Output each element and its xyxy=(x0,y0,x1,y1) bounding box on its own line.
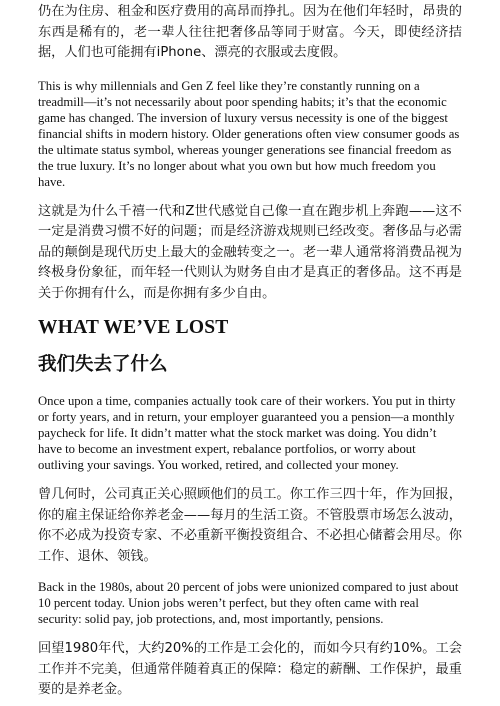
paragraph-zh-2: 这就是为什么千禧一代和Z世代感觉自己像一直在跑步机上奔跑——这不一定是消费习惯不好的问题；而是经济游戏规则已经改变。奢侈品与必需品的颠倒是现代历史上最大的金融转变之一。老一辈人通常将消费品视为终极身份象征，而年轻一代则认为财务自由才是真正的奢侈品。这不再是关于你拥有什么，而是你拥有多少自由。 xyxy=(38,203,462,301)
paragraph-en-1: This is why millennials and Gen Z feel like they’re constantly running on a treadmill—it’s not necessarily about poor spending habits; it’s that the economic game has changed. The inversion of luxury versus necessity is one of the biggest financial shifts in modern history. Older generations often view consumer goods as the ultimate status symbol, whereas younger generations see financial freedom as the true luxury. It’s no longer about what you own but how much freedom you have. xyxy=(38,78,460,189)
paragraph-zh-1: 仍在为住房、租金和医疗费用的高昂而挣扎。因为在他们年轻时，昂贵的东西是稀有的，老一辈人往往把奢侈品等同于财富。今天，即使经济拮据，人们也可能拥有iPhone、漂亮的衣服或去度假。 xyxy=(38,4,462,60)
paragraph-en-3: Back in the 1980s, about 20 percent of jobs were unionized compared to just about 10 percent today. Union jobs weren’t perfect, but they often came with real security: solid pay, job protections, and, most importantly, pensions. xyxy=(38,580,459,626)
paragraph-zh-3: 曾几何时，公司真正关心照顾他们的员工。你工作三四十年，作为回报，你的雇主保证给你养老金——每月的生活工资。不管股票市场怎么波动，你不必成为投资专家、不必重新平衡投资组合、不必担心储蓄会用尽。你工作、退休、领钱。 xyxy=(38,487,462,564)
paragraph-en-2: Once upon a time, companies actually took care of their workers. You put in thirty or forty years, and in return, your employer guaranteed you a pension—a monthly paycheck for life. It didn’t matter what the stock market was doing. You didn’t have to become an investment expert, rebalance portfolios, or worry about outliving your savings. You worked, retired, and collected your money. xyxy=(38,394,456,472)
paragraph-zh-4: 回望1980年代，大约20%的工作是工会化的，而如今只有约10%。工会工作并不完美，但通常伴随着真正的保障：稳定的薪酬、工作保护，最重要的是养老金。 xyxy=(38,641,462,697)
section-heading-zh: 我们失去了什么 xyxy=(38,354,168,375)
section-heading-en: WHAT WE’VE LOST xyxy=(38,317,229,338)
